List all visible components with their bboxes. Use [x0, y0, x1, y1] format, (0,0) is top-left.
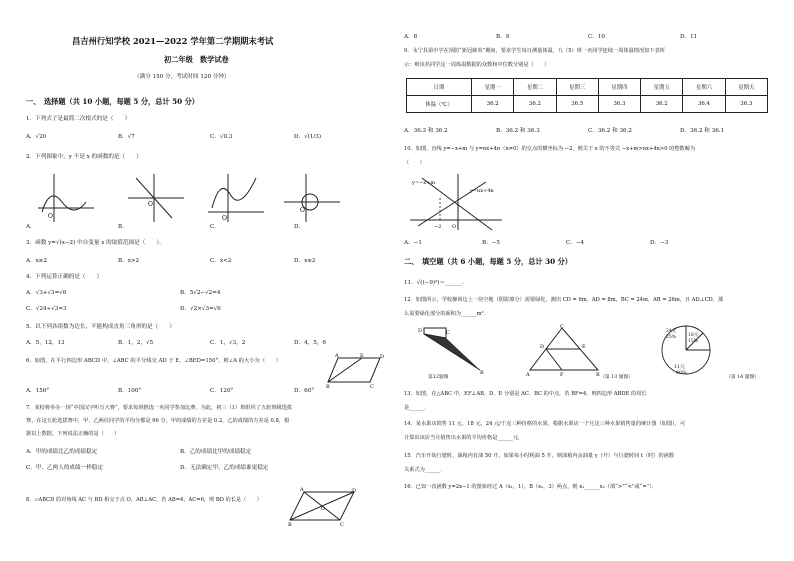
q14-stem-line1: 14．某水果店销售 11 元，18 元，24 元/千克三种价格的水果，根据水果店一个月这三种水果销售量的统计图（如图），可	[404, 421, 686, 427]
q8-option-a: A．8	[404, 34, 418, 40]
svg-text:O: O	[321, 506, 326, 512]
q2-graph-a	[36, 172, 96, 224]
q15-stem-line2: 关系式为______．	[404, 467, 446, 473]
q13-stem-line2: 是______．	[404, 405, 430, 411]
q14-stem-line2: 计算出该店当月销售出水果的平均价格是______元．	[404, 435, 524, 441]
q4-option-b: B．5√2−√2=4	[180, 290, 221, 296]
q9-stem-line1: 9．永宁县第中学在预防“新冠肺炎”期间，要求学生每日测量体温，九（5）班一名同学连续一周体温情况如下表所	[404, 48, 665, 54]
q9-option-a: A．36.3 和 36.2	[404, 128, 448, 134]
pie-percent-18: 15%	[688, 339, 699, 344]
q2-graph-c	[206, 172, 266, 224]
q5-option-c: C．1，√3，2	[210, 340, 246, 346]
section-fill-heading: 二、 填空题（共 6 小题，每题 5 分，总计 30 分）	[404, 257, 572, 266]
svg-text:B: B	[480, 370, 484, 376]
svg-text:A: A	[300, 487, 304, 493]
table-cell: 星期天	[725, 79, 767, 96]
q2-option-b: B．	[118, 224, 128, 230]
q6-option-a: A．150°	[26, 388, 50, 394]
svg-text:A: A	[526, 372, 530, 376]
q15-stem-line1: 15．汽车开始行驶时，油箱内有油 50 升，如果每小时耗油 5 升，则油箱内余油量 y（升）与行驶时间 t（时）的函数	[404, 453, 675, 459]
table-cell: 星期四	[598, 79, 640, 96]
svg-text:y=−x+m: y=−x+m	[412, 180, 435, 186]
q2-option-c: C．	[210, 224, 220, 230]
q6-option-d: D．60°	[294, 388, 314, 394]
q3-stem: 3．函数 y=√(x−2) 中自变量 x 的取值范围是（ ）．	[26, 240, 165, 246]
q6-parallelogram-figure	[326, 352, 386, 388]
pie-percent-11: 60%	[676, 371, 687, 376]
q8-parallelogram-figure	[288, 486, 358, 526]
q7-option-c: C．甲、乙两人的成绩一样稳定	[26, 465, 103, 471]
table-cell: 36.2	[472, 96, 514, 113]
pie-percent-24: 25%	[666, 335, 677, 340]
q8-stem: 8．▱ABCD 的对角线 AC 与 BD 相交于点 O，AB⊥AC，若 AB=4，AC=6，则 BD 的长是（ ）	[26, 497, 262, 503]
q7-stem-line2: 赛，在这五轮选拔赛中，甲、乙两位同学的平均分都是 96 分，甲的成绩的方差是 0.2，乙的成绩的方差是 0.8，根	[26, 418, 290, 424]
table-cell: 星期二	[514, 79, 556, 96]
svg-text:B: B	[326, 384, 330, 388]
table-header-row	[407, 79, 768, 96]
q9-option-d: D．36.2 和 36.1	[680, 128, 725, 134]
q6-option-b: B．100°	[118, 388, 142, 394]
table-cell: 星期三	[556, 79, 598, 96]
table-cell: 星期五	[641, 79, 683, 96]
q10-option-c: C．−4	[566, 240, 585, 246]
exam-subtitle: 初二年级 数学试卷	[164, 55, 229, 64]
svg-text:D: D	[352, 488, 357, 494]
svg-text:B: B	[596, 372, 600, 376]
q9-option-c: C．36.2 和 36.2	[588, 128, 632, 134]
section-choice-heading: 一、 选择题（共 10 小题，每题 5 分，总计 50 分）	[26, 97, 199, 106]
svg-text:B: B	[288, 522, 292, 526]
svg-text:D: D	[540, 344, 545, 350]
svg-text:A: A	[335, 353, 339, 359]
q12-figure-caption: 第12题图	[428, 375, 449, 380]
q10-option-d: D．−3	[650, 240, 669, 246]
q13-triangle-figure	[526, 324, 602, 376]
q6-option-c: C．120°	[210, 388, 234, 394]
svg-text:C: C	[446, 330, 450, 336]
svg-text:O: O	[222, 215, 227, 222]
q1-option-b: B．√7	[118, 134, 135, 140]
svg-text:y=nx+4n: y=nx+4n	[470, 188, 494, 194]
table-cell: 36.3	[725, 96, 767, 113]
svg-text:D: D	[380, 354, 385, 360]
q4-option-a: A．√3+√3=√6	[26, 290, 67, 296]
q12-shaded-figure	[416, 324, 486, 376]
svg-text:E: E	[582, 344, 586, 350]
table-cell: 星期一	[472, 79, 514, 96]
q14-figure-caption: （第 14 题图）	[726, 375, 760, 380]
q11-stem: 11．√((−9)²)＝______．	[404, 280, 468, 286]
table-cell: 星期六	[683, 79, 725, 96]
q1-option-a: A．√20	[26, 134, 47, 140]
q3-option-a: A．x≥2	[26, 258, 48, 264]
pie-label-18: 18元	[688, 333, 699, 338]
q12-stem-line1: 12．如图所示，学校操场边上一块空地（阴影部分）需要绿化，测出 CD = 6m，AD = 8m，BC = 24m，AB = 26m，且 AD⊥CD，那	[404, 297, 724, 303]
pie-label-24: 24元	[666, 329, 677, 334]
table-cell: 36.4	[683, 96, 725, 113]
q4-option-c: C．√24÷√3=3	[26, 306, 67, 312]
q2-option-a: A．	[26, 224, 36, 230]
svg-text:−2: −2	[434, 224, 442, 230]
svg-text:E: E	[360, 353, 364, 359]
q9-temperature-table	[406, 78, 768, 113]
table-cell: 36.2	[641, 96, 683, 113]
q12-stem-line2: 么需要绿化部分的面积为______m²．	[404, 311, 489, 317]
q8-option-c: C．10	[588, 34, 605, 40]
q16-stem: 16．已知一次函数 y=2x−1 的图象经过 A（x₁，1），B（x₂，3）两点，则 x₁______x₂（填“>”“<”或“=”）．	[404, 484, 658, 490]
svg-text:O: O	[148, 201, 153, 208]
q10-option-b: B．−5	[482, 240, 500, 246]
q13-figure-caption: （第 13 题图）	[600, 375, 634, 380]
exam-info: （满分 150 分，考试时间 120 分钟）	[134, 74, 230, 80]
q2-graph-b	[126, 172, 186, 224]
table-cell: 36.3	[598, 96, 640, 113]
q13-stem-line1: 13．如图，在△ABC 中，EF⊥AB，D、E 分别是 AC、BC 的中点，若 BF=4，则四边形 ABDE 的周长	[404, 391, 647, 397]
svg-text:C: C	[560, 324, 564, 330]
svg-text:O: O	[300, 207, 305, 214]
q1-option-c: C．√0.3	[210, 134, 233, 140]
q7-option-d: D．无法确定甲、乙的成绩谁更稳定	[180, 465, 269, 471]
q3-option-c: C．x<2	[210, 258, 232, 264]
q10-option-a: A．−1	[404, 240, 422, 246]
table-cell: 36.2	[514, 96, 556, 113]
q8-option-d: D．11	[680, 34, 698, 40]
svg-text:O: O	[48, 213, 53, 220]
q7-option-b: B．乙的成绩比甲的成绩稳定	[180, 449, 252, 455]
table-row	[407, 96, 768, 113]
q5-option-a: A．5，12，13	[26, 340, 65, 346]
q8-option-b: B．9	[496, 34, 510, 40]
svg-text:F: F	[560, 372, 564, 376]
q1-option-d: D．√(1/3)	[294, 134, 322, 140]
table-cell: 体温（℃）	[407, 96, 472, 113]
q10-stem-line1: 10．如图，直线 y=−x+m 与 y=nx+4n（n≠0）的交点的横坐标为 −2，则关于 x 的不等式 −x+m>nx+4n>0 的整数解为	[404, 146, 696, 152]
q2-graph-d	[282, 172, 342, 224]
q10-line-graph-figure	[408, 172, 504, 232]
q2-stem: 2．下列图象中，y 不是 x 的函数的是（ ）	[26, 154, 142, 160]
q9-option-b: B．36.2 和 36.3	[496, 128, 540, 134]
table-cell: 36.5	[556, 96, 598, 113]
q5-option-d: D．4，5，6	[294, 340, 326, 346]
q2-option-d: D．	[294, 224, 305, 230]
q6-stem: 6．如图，在平行四边形 ABCD 中，∠ABC 的平分线交 AD 于 E，∠BED=150°，则∠A 的大小为（ ）	[26, 358, 282, 364]
q9-stem-line2: 示：则该名同学这一周体温数据的众数和中位数分别是（ ）	[404, 62, 550, 68]
q7-option-a: A．甲的成绩比乙的成绩稳定	[26, 449, 98, 455]
q7-stem-line3: 据以上数据，下列说法正确的是（ ）	[26, 431, 120, 437]
q5-stem: 5．以下列各组数为边长，不能构成直角三角形的是（ ）	[26, 324, 175, 330]
table-cell: 日期	[407, 79, 472, 96]
q1-stem: 1．下列式子是最简二次根式的是（ ）	[26, 116, 131, 122]
q4-stem: 4．下列运算正确的是（ ）	[26, 274, 103, 280]
svg-text:D: D	[418, 328, 423, 334]
q3-option-b: B．x>2	[118, 258, 140, 264]
svg-text:C: C	[370, 384, 374, 388]
q4-option-d: D．√2×√3=√6	[180, 306, 221, 312]
q10-stem-line2: （ ）	[404, 160, 425, 166]
q5-option-b: B．1，2，√5	[118, 340, 154, 346]
q7-stem-line1: 7．某校将举办一场“中国汉字听写大赛”，要求每班推选一名同学参加比赛，为此，初三（1）班组织了五轮班级选拔	[26, 405, 293, 411]
q3-option-d: D．x≤2	[294, 258, 316, 264]
svg-text:C: C	[340, 522, 344, 526]
pie-label-11: 11元	[674, 365, 685, 370]
exam-title: 昌吉州行知学校 2021—2022 学年第二学期期末考试	[72, 36, 274, 46]
svg-text:O: O	[452, 224, 457, 230]
